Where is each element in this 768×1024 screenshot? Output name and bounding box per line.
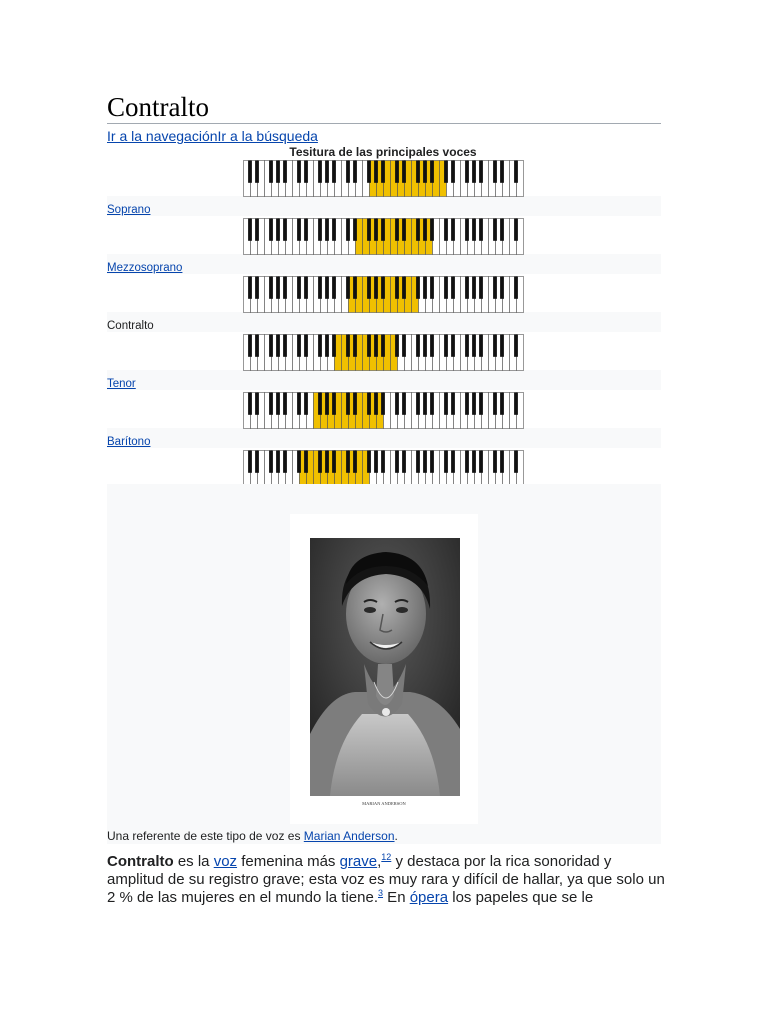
black-key <box>500 219 504 241</box>
piano-svg <box>243 218 524 255</box>
black-key <box>367 393 371 415</box>
black-key <box>283 277 287 299</box>
piano-svg <box>243 276 524 313</box>
opera-link[interactable]: ópera <box>409 889 449 906</box>
black-key <box>269 393 273 415</box>
piano-svg <box>243 450 524 487</box>
black-key <box>465 161 469 183</box>
black-key <box>430 393 434 415</box>
black-key <box>402 335 406 357</box>
black-key <box>416 161 420 183</box>
black-key <box>283 451 287 473</box>
black-key <box>514 219 518 241</box>
black-key <box>304 335 308 357</box>
black-key <box>514 335 518 357</box>
black-key <box>318 335 322 357</box>
black-key <box>430 161 434 183</box>
black-key <box>395 219 399 241</box>
black-key <box>325 451 329 473</box>
black-key <box>374 393 378 415</box>
black-key <box>346 277 350 299</box>
black-key <box>465 219 469 241</box>
voice-row-soprano <box>107 160 661 218</box>
black-key <box>269 219 273 241</box>
black-key <box>381 451 385 473</box>
black-key <box>381 277 385 299</box>
black-key <box>423 277 427 299</box>
black-key <box>423 393 427 415</box>
black-key <box>255 277 259 299</box>
black-key <box>479 277 483 299</box>
black-key <box>395 335 399 357</box>
black-key <box>255 335 259 357</box>
black-key <box>255 161 259 183</box>
black-key <box>465 335 469 357</box>
black-key <box>255 393 259 415</box>
black-key <box>451 277 455 299</box>
black-key <box>402 219 406 241</box>
black-key <box>451 335 455 357</box>
black-key <box>430 335 434 357</box>
row-band <box>107 196 661 216</box>
black-key <box>423 451 427 473</box>
black-key <box>451 161 455 183</box>
voice-link-baritono[interactable]: Barítono <box>107 436 151 448</box>
black-key <box>374 161 378 183</box>
black-key <box>269 335 273 357</box>
black-key <box>451 451 455 473</box>
intro-paragraph <box>107 853 667 907</box>
black-key <box>402 277 406 299</box>
black-key <box>353 219 357 241</box>
black-key <box>416 335 420 357</box>
black-key <box>276 393 280 415</box>
black-key <box>416 393 420 415</box>
black-key <box>472 277 476 299</box>
voice-row-tenor <box>107 334 661 392</box>
black-key <box>248 219 252 241</box>
black-key <box>472 219 476 241</box>
black-key <box>395 393 399 415</box>
voice-range-table-title: Tesitura de las principales voces <box>289 145 477 159</box>
black-key <box>297 451 301 473</box>
black-key <box>297 161 301 183</box>
piano-keyboard-soprano <box>243 160 523 198</box>
black-key <box>346 161 350 183</box>
black-key <box>332 451 336 473</box>
black-key <box>353 393 357 415</box>
black-key <box>318 393 322 415</box>
black-key <box>318 451 322 473</box>
portrait-image <box>290 514 478 824</box>
black-key <box>479 219 483 241</box>
voice-link-mezzosoprano[interactable]: Mezzosoprano <box>107 262 183 274</box>
black-key <box>276 335 280 357</box>
caption-period: . <box>394 829 398 843</box>
black-key <box>255 219 259 241</box>
black-key <box>444 219 448 241</box>
black-key <box>374 451 378 473</box>
jump-links <box>107 128 318 144</box>
black-key <box>318 277 322 299</box>
black-key <box>248 393 252 415</box>
black-key <box>353 277 357 299</box>
black-key <box>395 161 399 183</box>
black-key <box>493 219 497 241</box>
black-key <box>269 161 273 183</box>
black-key <box>269 277 273 299</box>
black-key <box>500 277 504 299</box>
jump-to-navigation-link[interactable]: Ir a la navegación <box>107 128 218 144</box>
voice-link-tenor[interactable]: Tenor <box>107 378 136 390</box>
black-key <box>430 277 434 299</box>
black-key <box>381 161 385 183</box>
intro-text: En <box>383 889 410 906</box>
black-key <box>374 335 378 357</box>
black-key <box>318 161 322 183</box>
black-key <box>332 277 336 299</box>
black-key <box>500 451 504 473</box>
black-key <box>381 393 385 415</box>
voice-row-contralto <box>107 276 661 334</box>
black-key <box>479 161 483 183</box>
black-key <box>283 219 287 241</box>
black-key <box>416 451 420 473</box>
voz-link[interactable]: voz <box>213 853 238 870</box>
black-key <box>493 335 497 357</box>
black-key <box>325 219 329 241</box>
black-key <box>276 161 280 183</box>
black-key <box>493 161 497 183</box>
intro-bold-term: Contralto <box>107 853 174 870</box>
black-key <box>297 393 301 415</box>
black-key <box>472 451 476 473</box>
black-key <box>493 393 497 415</box>
black-key <box>444 161 448 183</box>
black-key <box>367 335 371 357</box>
voice-row-mezzosoprano <box>107 218 661 276</box>
black-key <box>500 161 504 183</box>
black-key <box>423 335 427 357</box>
black-key <box>472 335 476 357</box>
reference-12-link[interactable]: 12 <box>381 852 392 862</box>
black-key <box>283 161 287 183</box>
black-key <box>367 277 371 299</box>
intro-text: es la <box>173 853 214 870</box>
intro-text: los papeles que se le <box>448 889 594 906</box>
black-key <box>318 219 322 241</box>
black-key <box>304 393 308 415</box>
black-key <box>430 451 434 473</box>
black-key <box>514 451 518 473</box>
piano-svg <box>243 392 524 429</box>
black-key <box>395 451 399 473</box>
row-band <box>107 370 661 390</box>
black-key <box>493 451 497 473</box>
black-key <box>514 161 518 183</box>
portrait-photo[interactable] <box>290 514 478 824</box>
black-key <box>297 335 301 357</box>
black-key <box>325 161 329 183</box>
black-key <box>444 451 448 473</box>
black-key <box>451 219 455 241</box>
black-key <box>283 335 287 357</box>
black-key <box>514 393 518 415</box>
black-key <box>514 277 518 299</box>
black-key <box>472 161 476 183</box>
black-key <box>325 335 329 357</box>
marian-anderson-link[interactable]: Marian Anderson <box>303 829 395 843</box>
black-key <box>465 393 469 415</box>
black-key <box>304 161 308 183</box>
portrait-plate-text: MARIAN ANDERSON <box>362 801 406 806</box>
piano-svg <box>243 160 524 197</box>
intro-text: femenina más <box>237 853 340 870</box>
grave-link[interactable]: grave <box>339 853 378 870</box>
piano-keyboard-mezzosoprano <box>243 218 523 256</box>
black-key <box>423 219 427 241</box>
black-key <box>283 393 287 415</box>
black-key <box>500 393 504 415</box>
black-key <box>325 277 329 299</box>
black-key <box>248 451 252 473</box>
black-key <box>374 277 378 299</box>
black-key <box>444 277 448 299</box>
black-key <box>465 277 469 299</box>
black-key <box>353 335 357 357</box>
black-key <box>248 277 252 299</box>
black-key <box>248 161 252 183</box>
black-key <box>402 161 406 183</box>
black-key <box>346 451 350 473</box>
black-key <box>395 277 399 299</box>
black-key <box>304 451 308 473</box>
black-key <box>304 219 308 241</box>
row-band <box>107 254 661 274</box>
black-key <box>402 393 406 415</box>
voice-row-baritono <box>107 392 661 450</box>
intro-text: , <box>377 853 382 870</box>
title-divider <box>107 123 661 124</box>
black-key <box>493 277 497 299</box>
black-key <box>381 335 385 357</box>
black-key <box>332 335 336 357</box>
black-key <box>423 161 427 183</box>
black-key <box>346 335 350 357</box>
black-key <box>346 219 350 241</box>
black-key <box>255 451 259 473</box>
black-key <box>479 393 483 415</box>
voice-range-table <box>107 160 661 508</box>
black-key <box>276 451 280 473</box>
black-key <box>367 219 371 241</box>
black-key <box>297 277 301 299</box>
piano-keyboard-baritono <box>243 392 523 430</box>
portrait-caption <box>107 829 398 843</box>
black-key <box>332 161 336 183</box>
black-key <box>444 335 448 357</box>
black-key <box>276 277 280 299</box>
black-key <box>430 219 434 241</box>
piano-svg <box>243 334 524 371</box>
black-key <box>276 219 280 241</box>
black-key <box>416 277 420 299</box>
row-band <box>107 312 661 332</box>
voice-link-soprano[interactable]: Soprano <box>107 204 151 216</box>
black-key <box>479 451 483 473</box>
black-key <box>346 393 350 415</box>
black-key <box>248 335 252 357</box>
jump-to-search-link[interactable]: Ir a la búsqueda <box>217 128 318 144</box>
row-band <box>107 428 661 448</box>
black-key <box>304 277 308 299</box>
piano-keyboard-contralto <box>243 276 523 314</box>
black-key <box>479 335 483 357</box>
black-key <box>297 219 301 241</box>
black-key <box>269 451 273 473</box>
black-key <box>500 335 504 357</box>
intro-text: y destaca por la rica sonoridad y amplitud de su registro grave; esta voz es muy rara y difícil de hallar, ya que solo un 2 % de las mujeres en el mundo la tiene. <box>107 853 665 906</box>
page-title: Contralto <box>107 92 209 122</box>
black-key <box>381 219 385 241</box>
black-key <box>353 161 357 183</box>
black-key <box>444 393 448 415</box>
reference-3-link[interactable]: 3 <box>378 888 384 898</box>
black-key <box>472 393 476 415</box>
piano-keyboard-bajo <box>243 450 523 488</box>
black-key <box>367 451 371 473</box>
black-key <box>332 219 336 241</box>
black-key <box>325 393 329 415</box>
black-key <box>367 161 371 183</box>
black-key <box>465 451 469 473</box>
black-key <box>353 451 357 473</box>
piano-keyboard-tenor <box>243 334 523 372</box>
black-key <box>451 393 455 415</box>
black-key <box>374 219 378 241</box>
black-key <box>332 393 336 415</box>
caption-text: Una referente de este tipo de voz es <box>107 829 304 843</box>
black-key <box>402 451 406 473</box>
black-key <box>416 219 420 241</box>
voice-label-contralto: Contralto <box>107 320 154 332</box>
